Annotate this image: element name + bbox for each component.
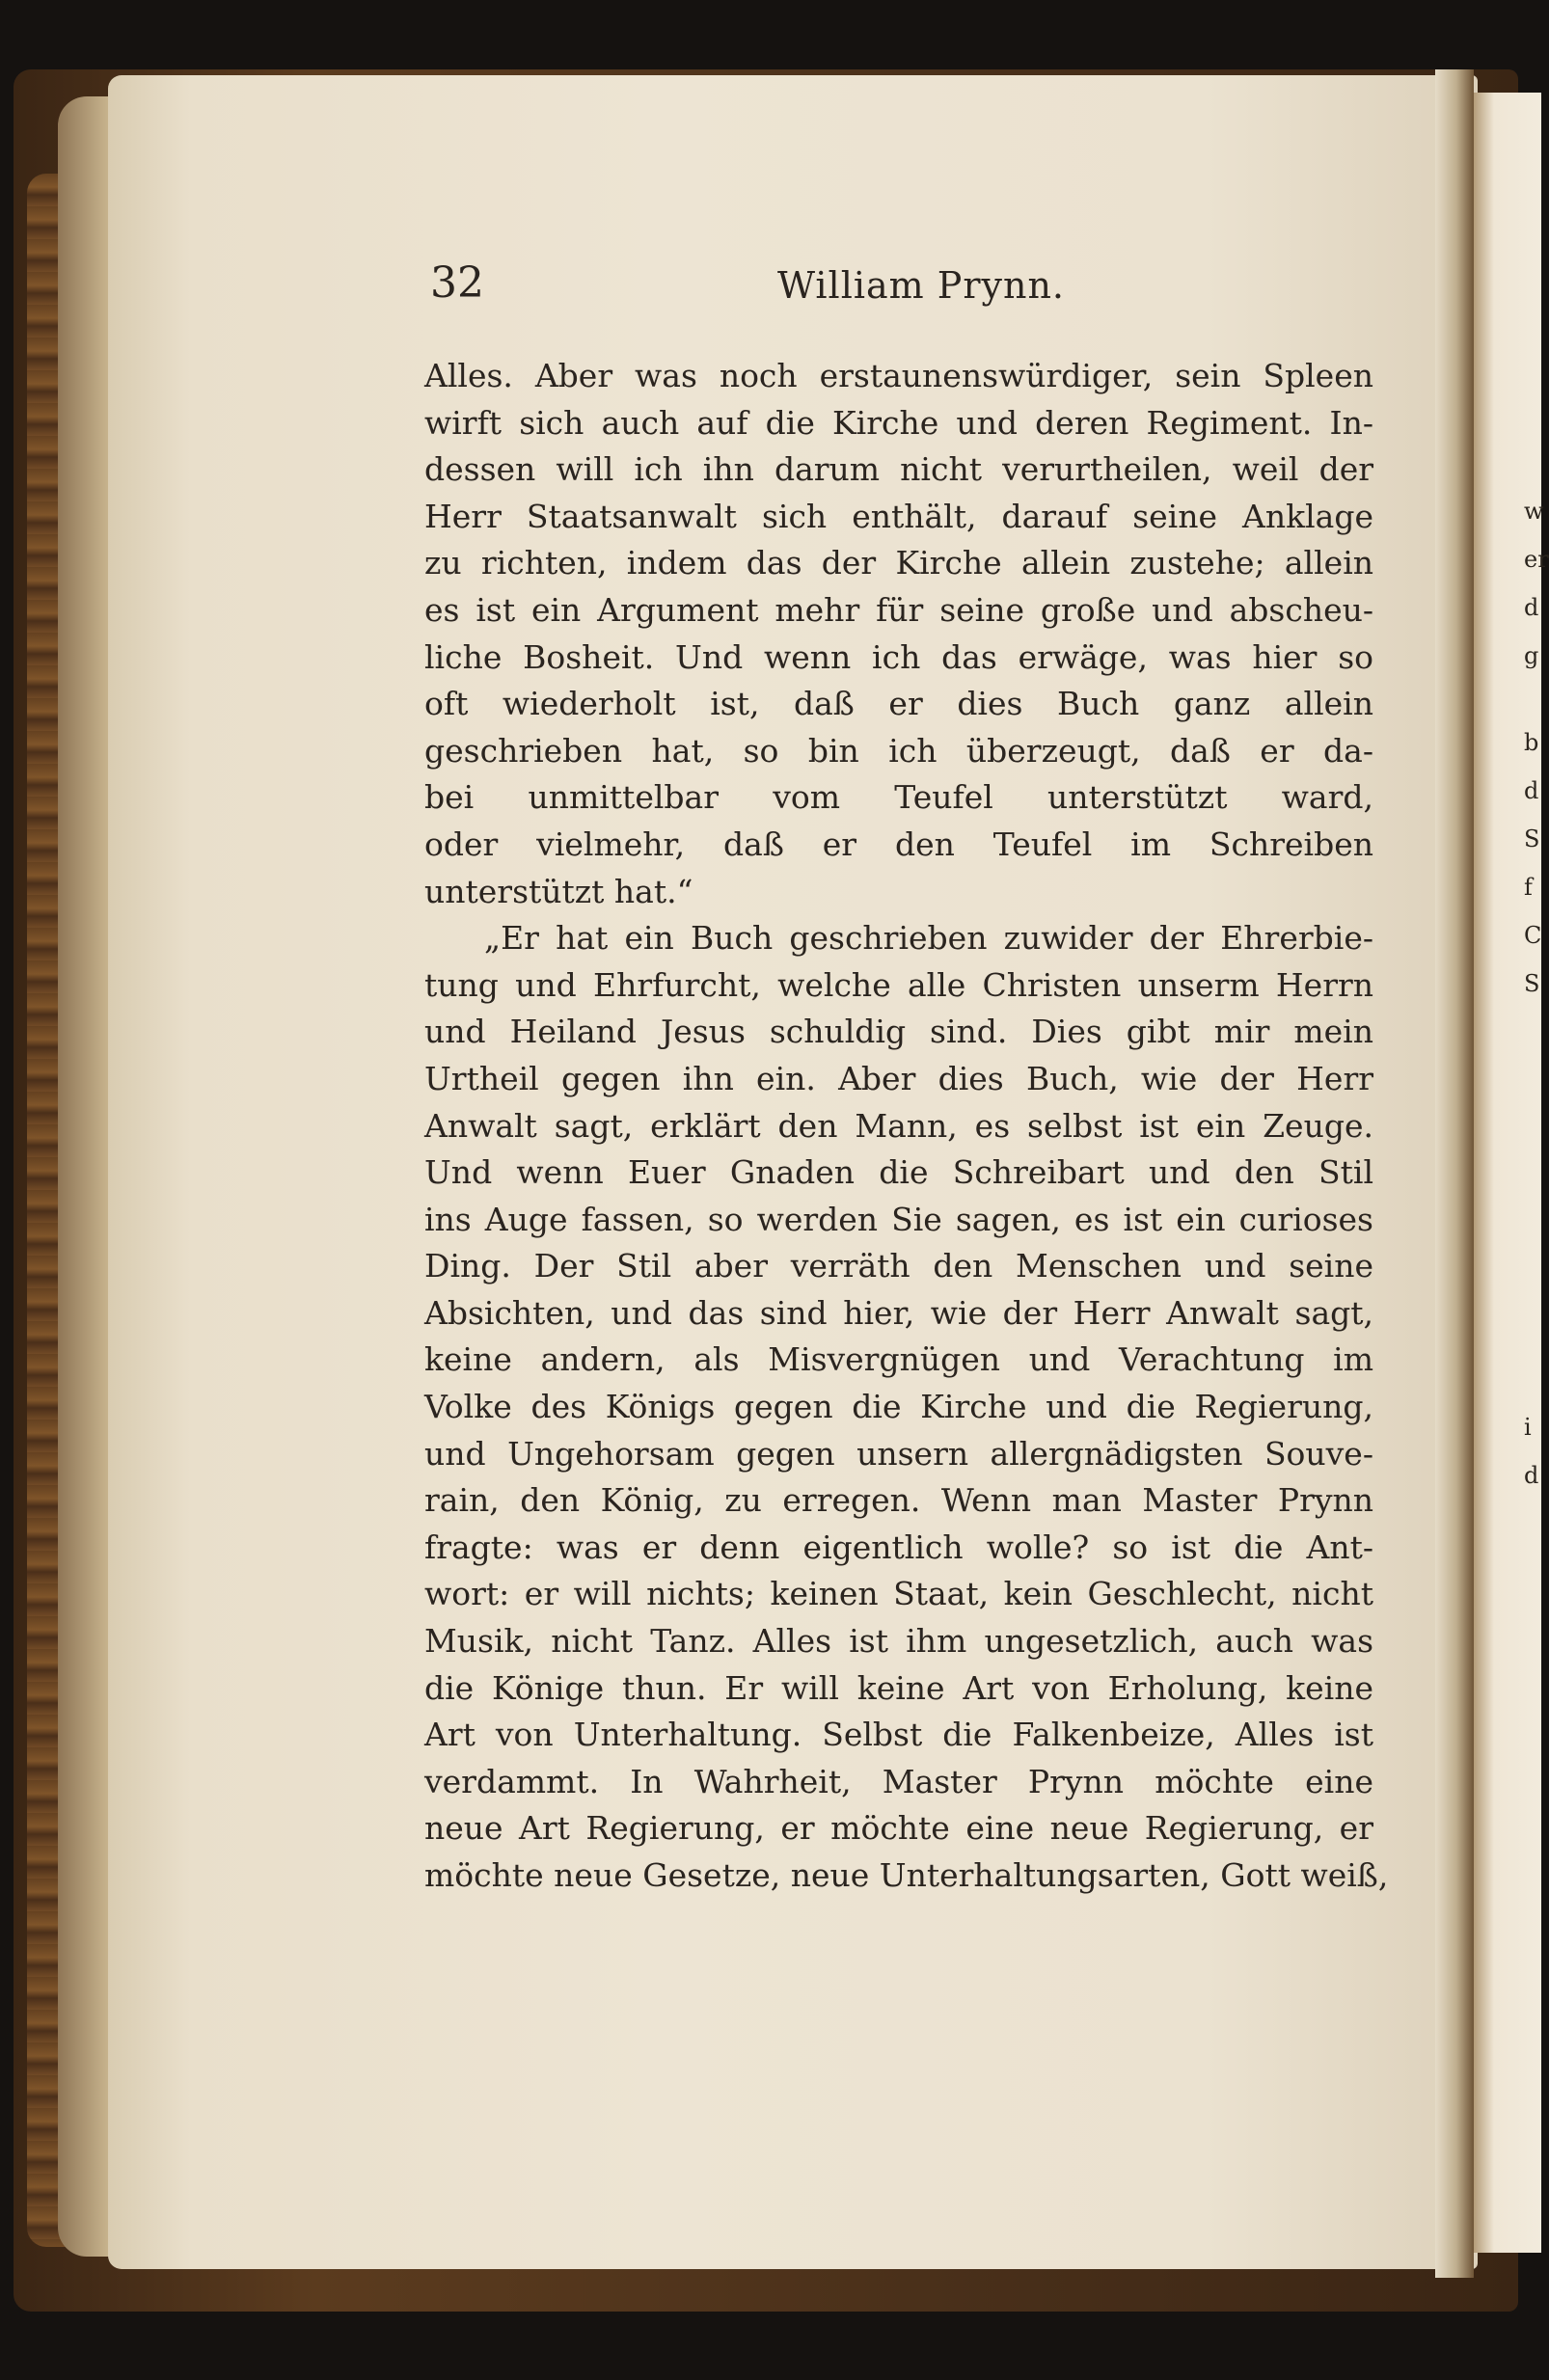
text-line: wort: er will nichts; keinen Staat, kein Geschlecht, nicht [424,1575,1373,1613]
text-line: ins Auge fassen, so werden Sie sagen, es ist ein curioses [424,1200,1373,1238]
text-line: und Heiland Jesus schuldig sind. Dies gibt mir mein [424,1013,1373,1051]
next-page-fragment: i [1524,1414,1532,1441]
text-line: liche Bosheit. Und wenn ich das erwäge, was hier so [424,637,1373,676]
next-page-fragment: d [1524,594,1539,621]
right-page-fragment [1474,93,1549,2253]
text-line: neue Art Regierung, er möchte eine neue Regierung, er [424,1809,1373,1848]
text-line: wirft sich auch auf die Kirche und deren Regiment. In- [424,403,1373,442]
text-line: verdammt. In Wahrheit, Master Prynn möchte eine [424,1762,1373,1800]
text-line: Urtheil gegen ihn ein. Aber dies Buch, wie der Herr [424,1059,1373,1097]
next-page-fragment: b [1524,729,1539,756]
text-line: Ding. Der Stil aber verräth den Menschen und seine [424,1247,1373,1285]
next-page-fragment: f [1524,874,1533,901]
next-page-fragment: d [1524,777,1539,804]
text-line: zu richten, indem das der Kirche allein zustehe; allein [424,544,1373,582]
text-line: „Er hat ein Buch geschrieben zuwider der Ehrerbie- [484,919,1373,958]
text-line: Alles. Aber was noch erstaunenswürdiger, sein Spleen [424,357,1373,394]
next-page-fragment: d [1524,1462,1539,1489]
text-line: geschrieben hat, so bin ich überzeugt, daß er da- [424,731,1373,770]
text-line: möchte neue Gesetze, neue Unterhaltungsarten, Gott weiß, [424,1856,1389,1894]
text-line: Musik, nicht Tanz. Alles ist ihm ungesetzlich, auch was [424,1622,1373,1661]
text-line: oft wiederholt ist, daß er dies Buch ganz allein [424,685,1373,723]
next-page-fragment: er [1524,546,1549,573]
text-line: tung und Ehrfurcht, welche alle Christen unserm Herrn [424,965,1373,1004]
text-line: und Ungehorsam gegen unsern allergnädigsten Souve- [424,1434,1373,1473]
text-line: unterstützt hat.“ [424,872,693,910]
text-line: Absichten, und das sind hier, wie der Herr Anwalt sagt, [424,1293,1373,1332]
book-gutter [1435,69,1474,2278]
next-page-fragment: w [1524,498,1544,525]
text-line: es ist ein Argument mehr für seine große und abscheu- [424,590,1373,629]
page-number: 32 [430,258,484,308]
text-line: Anwalt sagt, erklärt den Mann, es selbst ist ein Zeuge. [424,1106,1373,1145]
text-line: oder vielmehr, daß er den Teufel im Schreiben [424,825,1373,863]
running-head: William Prynn. [777,264,1065,307]
text-line: keine andern, als Misvergnügen und Verachtung im [424,1340,1373,1379]
text-line: fragte: was er denn eigentlich wolle? so ist die Ant- [424,1528,1373,1566]
text-line: Volke des Königs gegen die Kirche und die Regierung, [424,1388,1373,1426]
text-line: Und wenn Euer Gnaden die Schreibart und den Stil [424,1153,1373,1192]
next-page-fragment: S [1524,825,1540,852]
page-header [430,258,1395,316]
text-line: Herr Staatsanwalt sich enthält, darauf seine Anklage [424,497,1373,535]
text-line: bei unmittelbar vom Teufel unterstützt ward, [424,778,1373,817]
next-page-fragment: S [1524,970,1540,997]
text-line: die Könige thun. Er will keine Art von Erholung, keine [424,1668,1373,1707]
text-line: rain, den König, zu erregen. Wenn man Master Prynn [424,1481,1373,1520]
next-page-fragment: C [1524,922,1542,949]
text-line: dessen will ich ihn darum nicht verurtheilen, weil der [424,450,1373,489]
text-line: Art von Unterhaltung. Selbst die Falkenbeize, Alles ist [424,1716,1373,1754]
next-page-fragment: g [1524,642,1539,669]
body-text [424,353,1389,1900]
